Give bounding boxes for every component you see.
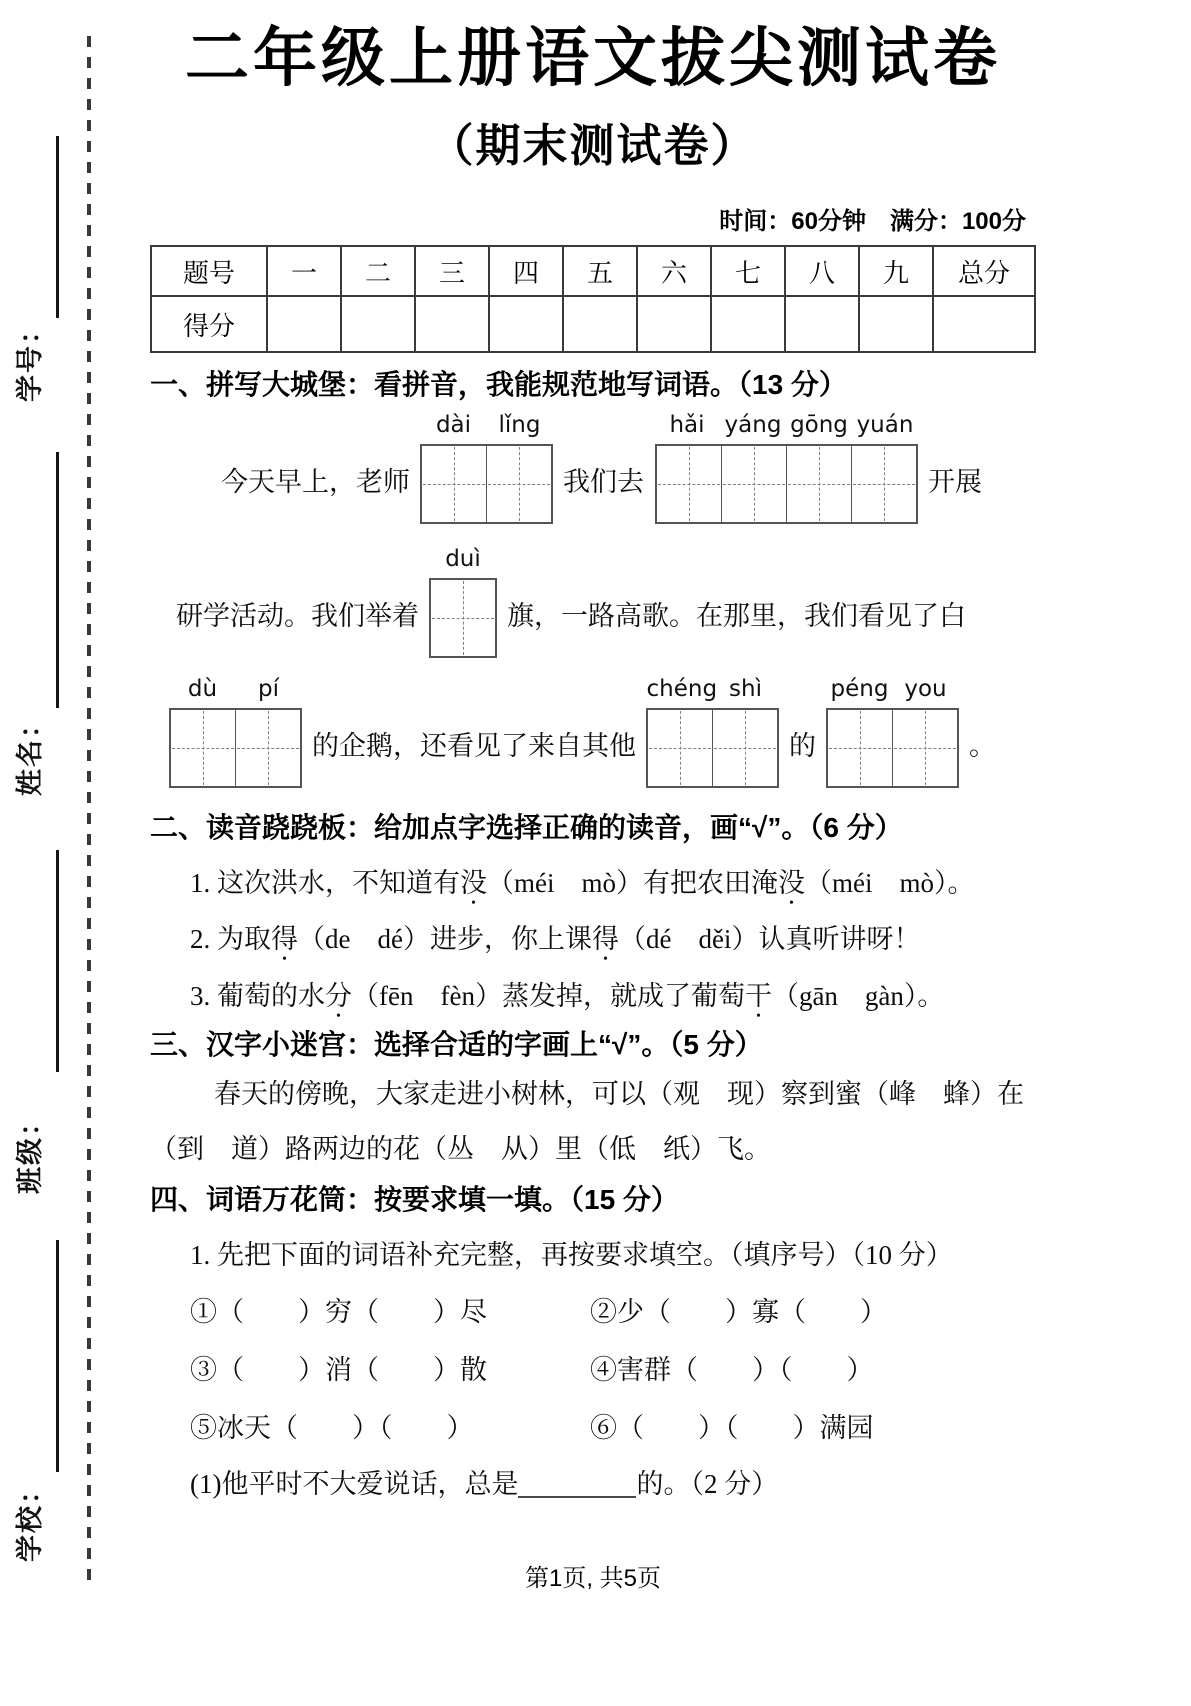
section2-item-2 <box>190 922 1036 956</box>
score-cell <box>415 296 489 352</box>
writing-cell <box>787 446 852 522</box>
text-run: 的。（2 分） <box>636 1469 779 1500</box>
school-line <box>56 1240 59 1472</box>
line3-text-2: 的 <box>789 730 816 761</box>
text-run: （gān gàn）。 <box>771 980 945 1011</box>
pinyin-syllable: duì <box>445 545 481 572</box>
idiom-2: ②少（ ）寡（ ） <box>590 1296 887 1327</box>
school-label-text: 学校： <box>14 1474 45 1562</box>
pinyin-syllable: pí <box>258 675 279 702</box>
writing-grid <box>420 444 553 524</box>
line3-text-1: 的企鹅，还看见了来自其他 <box>312 730 636 761</box>
dotted-character: 没 <box>460 868 487 899</box>
idiom-6: ⑥（ ）（ ）满园 <box>590 1413 874 1444</box>
pinyin-grid-haiyanggongyuan <box>654 412 918 524</box>
writing-grid <box>655 444 918 524</box>
pinyin-syllable: lǐng <box>498 411 541 438</box>
score-cell <box>267 296 341 352</box>
writing-cell <box>487 446 551 522</box>
score-table-score-row <box>151 296 1035 352</box>
score-cell <box>785 296 859 352</box>
idiom-1: ①（ ）穷（ ）尽 <box>190 1296 487 1327</box>
pinyin-syllable: shì <box>729 675 762 702</box>
pinyin-row <box>170 676 302 708</box>
score-table-header-row <box>151 246 1035 296</box>
page-number: 第1页, 共5页 <box>524 1564 662 1592</box>
score-cell <box>637 296 711 352</box>
writing-cell <box>648 710 713 786</box>
pinyin-row <box>827 676 959 708</box>
score-cell <box>489 296 563 352</box>
section4-sub-question-1 <box>190 1467 1036 1501</box>
section1-line1 <box>215 412 1036 524</box>
perforation-dashed-line <box>87 36 91 1588</box>
text-run: （fēn fèn）蒸发掉，就成了葡萄 <box>352 980 745 1011</box>
school-label <box>2 1470 52 1566</box>
section3-line-1: 春天的傍晚，大家走进小树林，可以（观 现）察到蜜（峰 蜂）在 <box>214 1079 1024 1110</box>
pinyin-syllable: dài <box>435 411 472 438</box>
dotted-character: 干 <box>744 980 772 1011</box>
header-cell: 三 <box>415 246 489 296</box>
idiom-4: ④害群（ ）（ ） <box>590 1354 874 1385</box>
name-label <box>2 704 52 800</box>
pinyin-row <box>421 412 553 444</box>
writing-cell <box>893 710 957 786</box>
header-cell: 八 <box>785 246 859 296</box>
pinyin-syllable: chéng <box>646 675 718 702</box>
header-cell: 四 <box>489 246 563 296</box>
section4-heading: 四、词语万花筒：按要求填一填。（15 分） <box>150 1183 679 1215</box>
header-cell: 六 <box>637 246 711 296</box>
binding-margin <box>0 22 150 1706</box>
writing-grid <box>826 708 959 788</box>
section1-line2 <box>170 546 1036 658</box>
line1-text-pre: 今天早上，老师 <box>221 466 410 497</box>
name-label-text: 姓名： <box>14 708 45 796</box>
line1-text-post: 开展 <box>928 466 982 497</box>
pinyin-grid-dailing <box>420 412 553 524</box>
pinyin-syllable: péng <box>830 675 889 702</box>
class-label <box>2 1102 52 1198</box>
pinyin-grid-pengyou <box>826 676 959 788</box>
writing-grid <box>429 578 497 658</box>
idiom-fill-grid <box>190 1295 1036 1446</box>
page-subtitle: （期末测试卷） <box>428 119 758 171</box>
class-label-text: 班级： <box>14 1106 45 1194</box>
pinyin-grid-chengshi <box>646 676 779 788</box>
score-table <box>150 245 1036 353</box>
student-number-label <box>2 310 52 406</box>
writing-cell <box>236 710 300 786</box>
text-run: （de dé）进步，你上课 <box>298 924 592 955</box>
section1-line3 <box>165 676 1036 788</box>
time-score-info: 时间：60分钟 满分：100分 <box>719 208 1026 236</box>
score-cell <box>933 296 1035 352</box>
writing-grid <box>646 708 779 788</box>
score-cell <box>341 296 415 352</box>
header-cell: 九 <box>859 246 933 296</box>
writing-cell <box>722 446 787 522</box>
header-cell: 总分 <box>933 246 1035 296</box>
section2-item-3 <box>190 979 1036 1013</box>
writing-cell <box>657 446 722 522</box>
score-cell <box>711 296 785 352</box>
pinyin-syllable: dù <box>187 675 218 702</box>
writing-cell <box>422 446 487 522</box>
writing-cell <box>713 710 777 786</box>
pinyin-syllable: you <box>904 675 947 702</box>
pinyin-grid-dupi <box>169 676 302 788</box>
text-run: （méi mò）。 <box>805 868 975 899</box>
section2-heading: 二、读音跷跷板：给加点字选择正确的读音，画“√”。（6 分） <box>150 811 903 843</box>
idiom-3: ③（ ）消（ ）散 <box>190 1354 487 1385</box>
dotted-character: 没 <box>778 868 805 899</box>
text-run: 2. 为取 <box>190 924 271 955</box>
dotted-character: 得 <box>591 924 619 955</box>
line2-text-post: 旗，一路高歌。在那里，我们看见了白 <box>507 600 966 631</box>
pinyin-row <box>654 412 918 444</box>
student-number-line <box>56 136 59 318</box>
writing-cell <box>852 446 916 522</box>
pinyin-syllable: hǎi <box>669 411 705 438</box>
test-paper <box>150 22 1036 1593</box>
answer-blank <box>518 1467 636 1497</box>
text-run: （méi mò）有把农田淹 <box>487 868 778 899</box>
section3-heading: 三、汉字小迷宫：选择合适的字画上“√”。（5 分） <box>150 1028 763 1060</box>
page-title: 二年级上册语文拔尖测试卷 <box>185 22 1001 94</box>
pinyin-syllable: yuán <box>856 411 914 438</box>
writing-cell <box>171 710 236 786</box>
header-cell: 五 <box>563 246 637 296</box>
text-run: (1)他平时不大爱说话，总是 <box>190 1469 519 1500</box>
pinyin-syllable: gōng <box>790 411 848 438</box>
header-question-label: 题号 <box>151 246 267 296</box>
idiom-5: ⑤冰天（ ）（ ） <box>190 1413 474 1444</box>
text-run: 1. 这次洪水，不知道有 <box>190 868 460 899</box>
writing-grid <box>169 708 302 788</box>
dotted-character: 分 <box>325 980 352 1011</box>
header-cell: 一 <box>267 246 341 296</box>
section4-item-1: 1. 先把下面的词语补充完整，再按要求填空。（填序号）（10 分） <box>190 1240 953 1271</box>
class-line <box>56 850 59 1072</box>
line1-text-mid: 我们去 <box>563 466 644 497</box>
name-line <box>56 452 59 708</box>
dotted-character: 得 <box>271 924 298 955</box>
header-cell: 七 <box>711 246 785 296</box>
line2-text-pre: 研学活动。我们举着 <box>176 600 419 631</box>
line3-text-3: 。 <box>969 730 996 761</box>
text-run: （dé děi）认真听讲呀！ <box>618 924 921 955</box>
header-cell: 二 <box>341 246 415 296</box>
score-cell <box>563 296 637 352</box>
section1-heading: 一、拼写大城堡：看拼音，我能规范地写词语。（13 分） <box>150 369 847 401</box>
pinyin-row <box>430 546 496 578</box>
pinyin-grid-dui <box>429 546 497 658</box>
section3-line-2: （到 道）路两边的花（丛 从）里（低 纸）飞。 <box>150 1133 771 1164</box>
pinyin-syllable: yáng <box>724 411 782 438</box>
writing-cell <box>828 710 893 786</box>
score-cell <box>859 296 933 352</box>
section2-item-1 <box>190 866 1036 900</box>
text-run: 3. 葡萄的水 <box>190 980 325 1011</box>
writing-cell <box>431 580 495 656</box>
pinyin-row <box>647 676 779 708</box>
score-row-label: 得分 <box>151 296 267 352</box>
student-number-label-text: 学号： <box>14 314 45 402</box>
